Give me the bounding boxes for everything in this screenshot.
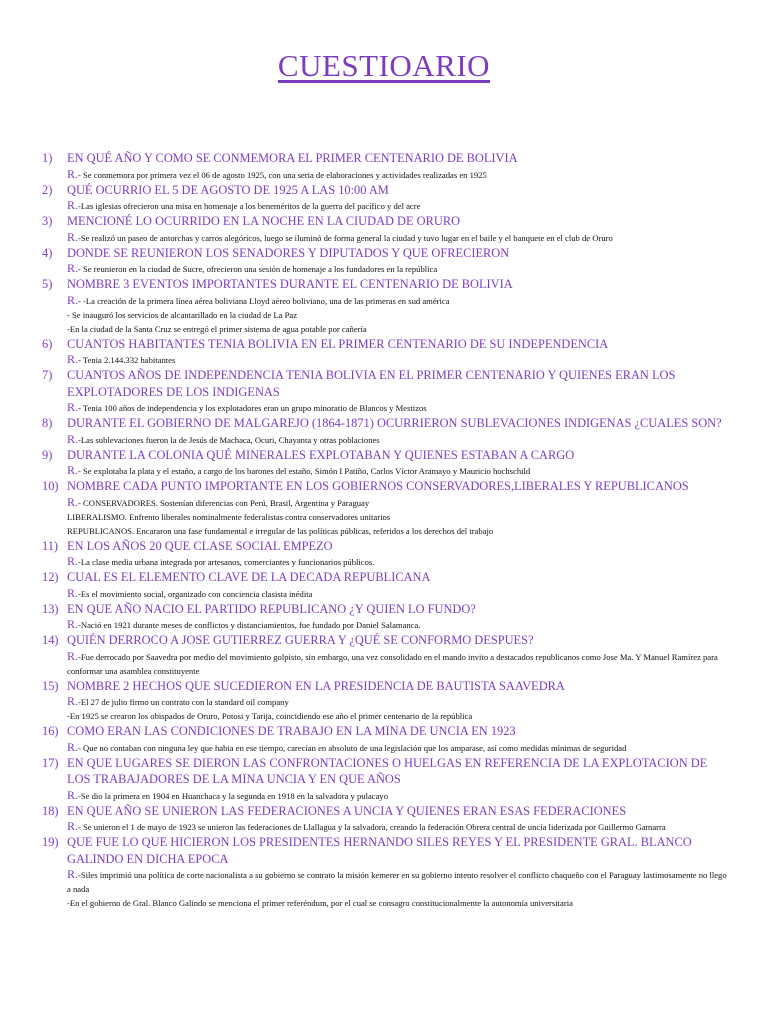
- question-text: NOMBRE 3 EVENTOS IMPORTANTES DURANTE EL CENTENARIO DE BOLIVIA: [67, 277, 513, 291]
- answer-text: -En la ciudad de la Santa Cruz se entregó el primer sistema de agua potable por cañería: [67, 323, 367, 334]
- question-text: NOMBRE 2 HECHOS QUE SUCEDIERON EN LA PRESIDENCIA DE BAUTISTA SAAVEDRA: [67, 678, 565, 693]
- answer-line: [0, 198, 768, 213]
- question-text: CUANTOS AÑOS DE INDEPENDENCIA TENIA BOLIVIA EN EL PRIMER CENTENARIO Y QUIENES ERAN LOS EXPLOTADORES DE LOS INDIGENAS: [67, 368, 676, 399]
- question-text: DURANTE LA COLONIA QUÉ MINERALES EXPLOTABAN Y QUIENES ESTABAN A CARGO: [67, 447, 575, 462]
- answer-text: - Se unieron el 1 de mayo de 1923 se unieron las federaciones de Llallagua y la salvadora, creando la federación Obrera central de uncía liderizada por Guillermo Gamarra: [78, 822, 666, 832]
- answer-text: -Se dio la primera en 1904 en Huanchaca y la segunda en 1918 en la salvadora y pulacayo: [78, 790, 388, 801]
- answer-line: [0, 400, 768, 415]
- answer-text: - Tenia 100 años de independencia y los explotadores eran un grupo minoratio de Blancos y Mestizos: [78, 403, 427, 413]
- answer-marker: R.: [67, 229, 79, 244]
- question-number: 9): [42, 447, 53, 462]
- answer-line: [0, 709, 768, 723]
- answer-text: - Se inauguró los servicios de alcantarillado en la ciudad de La Paz: [67, 309, 298, 320]
- question-number: 4): [42, 245, 53, 260]
- answer-text: REPUBLICANOS. Encararon una fase fundamental e irregular de las políticas públicas, referidos a los derechos del trabajo: [67, 525, 494, 536]
- question-15: [0, 678, 768, 695]
- answer-marker: R.: [67, 648, 79, 663]
- answer-line: [0, 308, 768, 322]
- question-number: 10): [42, 479, 59, 493]
- question-12: [0, 569, 768, 586]
- answer-marker: R.: [67, 431, 79, 446]
- question-17: [0, 755, 768, 788]
- answer-text: -Fue derrocado por Saavedra por medio del movimiento golpisto, sin embargo, una vez consolidado en el mando invito a destacados republicanos como Jose Ma. Y Manuel Ramírez para conformar una asamblea constituyente: [67, 651, 718, 676]
- answer-line: [0, 617, 768, 632]
- answer-text: LIBERALISMO. Enfrento liberales nominalmente federalistas contra conservadores unitarios: [67, 511, 391, 522]
- question-number: 5): [42, 277, 53, 291]
- answer-marker: R.: [67, 198, 79, 212]
- answer-line: [0, 819, 768, 834]
- answer-text: -Las sublevaciones fueron la de Jesús de Machaca, Ocuri, Chayanta y otras poblaciones: [78, 434, 380, 445]
- answer-marker: R.: [67, 867, 79, 881]
- question-6: [0, 336, 768, 353]
- document-title: CUESTIOARIO: [277, 48, 491, 83]
- answer-line: [0, 463, 768, 478]
- answer-line: [0, 896, 768, 910]
- answer-line: [0, 230, 768, 245]
- question-number: 6): [42, 336, 53, 351]
- question-8: [0, 415, 768, 432]
- answer-line: [0, 740, 768, 755]
- question-10: [0, 478, 768, 495]
- question-text: EN LOS AÑOS 20 QUE CLASE SOCIAL EMPEZO: [67, 538, 333, 553]
- answer-line: [0, 261, 768, 276]
- answer-marker: R.: [67, 494, 79, 509]
- question-text: QUÉ OCURRIO EL 5 DE AGOSTO DE 1925 A LAS 10:00 AM: [67, 182, 389, 197]
- answer-line: [0, 322, 768, 336]
- question-text: EN QUÉ AÑO Y COMO SE CONMEMORA EL PRIMER CENTENARIO DE BOLIVIA: [67, 151, 518, 165]
- answer-line: [0, 554, 768, 569]
- question-number: 17): [42, 755, 59, 770]
- question-text: QUE FUE LO QUE HICIERON LOS PRESIDENTES HERNANDO SILES REYES Y EL PRESIDENTE GRAL. BLANCO GALINDO EN DICHA EPOCA: [67, 835, 692, 866]
- question-text: EN QUE LUGARES SE DIERON LAS CONFRONTACIONES O HUELGAS EN REFERENCIA DE LA EXPLOTACION DE LOS TRABAJADORES DE LA MINA UNCIA Y EN QUE AÑOS: [67, 755, 708, 786]
- question-number: 16): [42, 724, 59, 738]
- answer-line: [0, 586, 768, 601]
- question-number: 3): [42, 214, 53, 228]
- answer-marker: R.: [67, 694, 79, 708]
- question-text: CUAL ES EL ELEMENTO CLAVE DE LA DECADA REPUBLICANA: [67, 570, 431, 584]
- answer-line: [0, 167, 768, 182]
- answer-text: - Se conmemora por primera vez el 06 de agosto 1925, con una seria de elaboraciones y actividades realizadas en 1925: [78, 169, 487, 180]
- question-text: DONDE SE REUNIERON LOS SENADORES Y DIPUTADOS Y QUE OFRECIERON: [67, 245, 510, 260]
- answer-text: -Es el movimiento social, organizado con conciencia clasista inédita: [78, 588, 313, 599]
- question-1: [0, 150, 768, 167]
- question-13: [0, 601, 768, 618]
- answer-marker: R.: [67, 554, 79, 568]
- question-5: [0, 276, 768, 293]
- question-11: [0, 538, 768, 555]
- answer-line: [0, 788, 768, 803]
- question-text: DURANTE EL GOBIERNO DE MALGAREJO (1864-1871) OCURRIERON SUBLEVACIONES INDIGENAS ¿CUALES SON?: [67, 416, 722, 430]
- answer-line: [0, 694, 768, 709]
- question-18: [0, 803, 768, 820]
- question-number: 8): [42, 416, 53, 430]
- question-text: QUIÉN DERROCO A JOSE GUTIERREZ GUERRA Y ¿QUÉ SE CONFORMO DESPUES?: [67, 633, 534, 647]
- answer-line: [0, 495, 768, 510]
- answer-text: -En el gobierno de Gral. Blanco Galindo se menciona el primer referéndum, por el cual se consagro constitucionalmente la autonomía universitaria: [67, 898, 573, 908]
- answer-marker: R.: [67, 261, 79, 275]
- question-number: 13): [42, 601, 59, 616]
- answer-text: -Las iglesias ofrecieron una misa en homenaje a los beneméritos de la guerra del pacífico y del acre: [78, 201, 421, 211]
- question-number: 12): [42, 570, 59, 584]
- question-number: 1): [42, 151, 53, 165]
- question-text: MENCIONÉ LO OCURRIDO EN LA NOCHE EN LA CIUDAD DE ORURO: [67, 214, 461, 228]
- answer-text: -Nació en 1921 durante meses de conflictos y distanciamientos, fue fundado por Daniel Salamanca.: [78, 620, 421, 630]
- question-number: 14): [42, 633, 59, 647]
- answer-text: -En 1925 se crearon los obispados de Oruro, Potosi y Tarija, coincidiendo ese año el primer centenario de la república: [67, 711, 473, 721]
- answer-line: [0, 352, 768, 367]
- answer-text: - -La creación de la primera línea aérea boliviana Lloyd aéreo boliviano, una de las primeras en sud américa: [78, 295, 450, 306]
- answer-marker: R.: [67, 400, 79, 414]
- answer-text: -La clase media urbana integrada por artesanos, comerciantes y funcionarios públicos.: [78, 557, 375, 567]
- question-text: CUANTOS HABITANTES TENIA BOLIVIA EN EL PRIMER CENTENARIO DE SU INDEPENDENCIA: [67, 336, 609, 351]
- question-16: [0, 723, 768, 740]
- question-number: 18): [42, 803, 59, 818]
- question-text: COMO ERAN LAS CONDICIONES DE TRABAJO EN LA MINA DE UNCIA EN 1923: [67, 724, 516, 738]
- answer-text: -Siles imprimió una política de corte nacionalista a su gobierno se contrato la misión kemerer en su gobierno intento resolver el conflicto chaqueño con el Paraguay lastimosamente no llego a nada: [67, 870, 727, 894]
- answer-marker: R.: [67, 585, 79, 600]
- answer-text: - Tenia 2.144.332 habitantes: [78, 355, 176, 365]
- answer-marker: R.: [67, 352, 79, 366]
- question-19: [0, 834, 768, 867]
- question-text: EN QUE AÑO SE UNIERON LAS FEDERACIONES A UNCIA Y QUIENES ERAN ESAS FEDERACIONES: [67, 803, 627, 818]
- question-3: [0, 213, 768, 230]
- question-7: [0, 367, 768, 400]
- question-number: 7): [42, 368, 53, 382]
- question-number: 11): [42, 538, 59, 553]
- answer-text: - CONSERVADORES. Sostenían diferencias con Perú, Brasil, Argentina y Paraguay: [78, 497, 370, 508]
- answer-marker: R.: [67, 787, 79, 802]
- question-9: [0, 447, 768, 464]
- answer-text: - Se reunieron en la ciudad de Sucre, ofrecieron una sesión de homenaje a los fundadores en la república: [78, 264, 438, 274]
- question-4: [0, 245, 768, 262]
- answer-marker: R.: [67, 819, 79, 833]
- question-number: 15): [42, 678, 59, 693]
- answer-text: -El 27 de julio firmo un contrato con la standard oil company: [78, 697, 289, 707]
- answer-text: - Que no contaban con ninguna ley que habia en ese tiempo, carecían en absoluto de una legislación que los amparase, así como medidas mínimas de seguridad: [78, 742, 627, 753]
- answer-line: [0, 510, 768, 524]
- answer-marker: R.: [67, 463, 79, 477]
- answer-line: [0, 293, 768, 308]
- question-text: EN QUE AÑO NACIO EL PARTIDO REPUBLICANO ¿Y QUIEN LO FUNDO?: [67, 601, 476, 616]
- answer-line: [0, 649, 768, 678]
- answer-marker: R.: [67, 292, 79, 307]
- answer-line: [0, 524, 768, 538]
- question-2: [0, 182, 768, 199]
- answer-text: -Se realizó un paseo de antorchas y carros alegóricos, luego se iluminó de forma general la ciudad y tuvo lugar en el baile y el banquete en el club de Oruro: [78, 232, 613, 243]
- questionnaire: [0, 150, 768, 910]
- answer-line: [0, 432, 768, 447]
- question-number: 19): [42, 835, 59, 849]
- answer-marker: R.: [67, 166, 79, 181]
- answer-line: [0, 867, 768, 896]
- answer-marker: R.: [67, 739, 79, 754]
- answer-text: - Se explotaba la plata y el estaño, a cargo de los barones del estaño, Simón I Patiño, Carlos Víctor Aramayo y Mauricio hochschild: [78, 466, 531, 476]
- question-14: [0, 632, 768, 649]
- question-text: NOMBRE CADA PUNTO IMPORTANTE EN LOS GOBIERNOS CONSERVADORES,LIBERALES Y REPUBLICANOS: [67, 479, 689, 493]
- answer-marker: R.: [67, 617, 79, 631]
- question-number: 2): [42, 182, 53, 197]
